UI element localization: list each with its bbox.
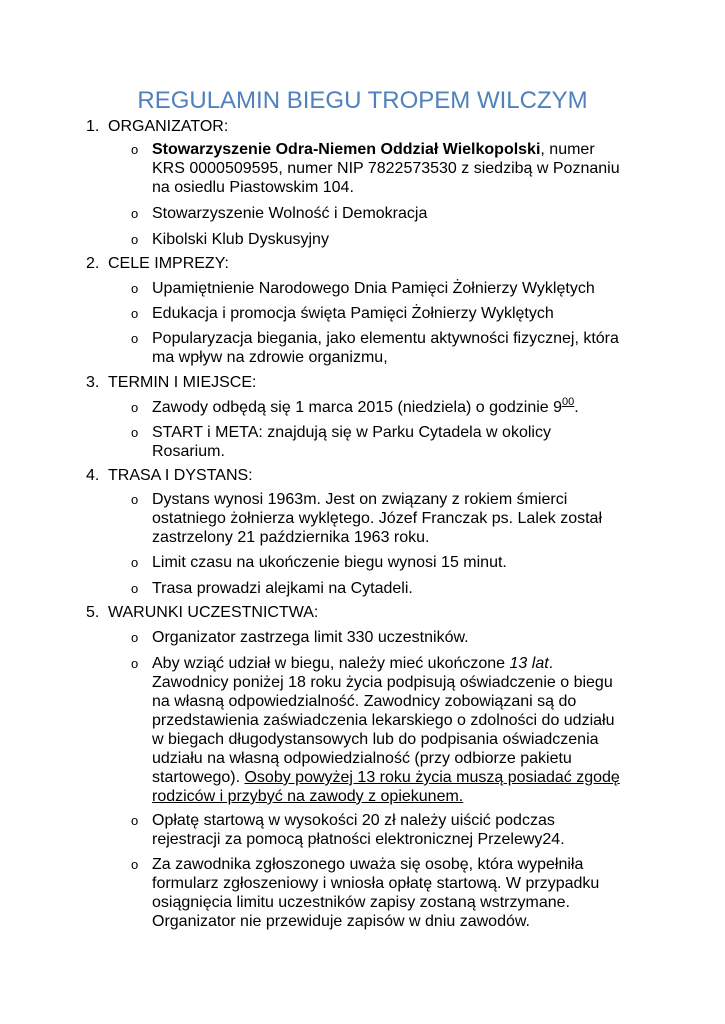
bullet-icon: o [131, 400, 139, 415]
bullet-icon: o [131, 232, 139, 247]
section-heading-route: 4. TRASA I DYSTANS: [86, 467, 253, 484]
bullet-icon: o [131, 281, 139, 296]
bullet-icon: o [131, 425, 139, 440]
bullet-icon: o [131, 306, 139, 321]
bullet-icon: o [131, 331, 139, 346]
bullet-icon: o [131, 142, 139, 157]
bullet-icon: o [131, 492, 139, 507]
bullet-icon: o [131, 630, 139, 645]
document-page: REGULAMIN BIEGU TROPEM WILCZYM 1. ORGANIZATOR: o Stowarzyszenie Odra-Niemen Oddział Wielkopolski, numer KRS 0000509595, numer NIP 7822573530 z siedzibą w Poznaniu na osiedlu Piastowskim 104. o Stowarzyszenie Wolność i Demokracja o Kibolski Klub Dyskusyjny 2. CELE IMPREZY: o Upamiętnienie Narodowego Dnia Pamięci Żołnierzy Wyklętych o Edukacja i promocja święta Pamięci Żołnierzy Wyklętych o Popularyzacja biegania, jako elementu aktywności fizycznej, która ma wpływ na zdrowie organizmu, 3. TERMIN I MIEJSCE: o Zawody odbędą się 1 marca 2015 (niedziela) o godzinie $9^{00}$. o START i META: znajdują się w Parku Cytadela w okolicy Rosarium. 4. TRASA I DYSTANS: o Dystans wynosi 1963m. Jest on związany z rokiem śmierci ostatniego żołnierza wyklętego. Józef Franczak ps. Lalek został zastrzelony 21 października 1963 roku. o Limit czasu na ukończenie biegu wynosi 15 minut. o Trasa prowadzi alejkami na Cytadeli. 5. WARUNKI UCZESTNICTWA: o Organizator zastrzega limit 330 uczestników. o Aby wziąć udział w biegu, należy mieć ukończone 13 lat. Zawodnicy poniżej 18 roku życia podpisują oświadczenie o biegu na własną odpowiedzialność. Zawodnicy zobowiązani są do przedstawienia zaświadczenia lekarskiego o zdolności do udziału w biegach długodystansowych lub do podpisania oświadczenia udziału na własną odpowiedzialność (przy odbiorze pakietu startowego). Osoby powyżej 13 roku życia muszą posiadać zgodę rodziców i przybyć na zawody z opiekunem. o Opłatę startową w wysokości 20 zł należy uiścić podczas rejestracji za pomocą płatności elektronicznej Przelewy24. o Za zawodnika zgłoszonego uważa się osobę, która wypełniła formularz zgłoszeniowy i wniosła opłatę startową. W przypadku osiągnięcia limitu uczestników zapisy zostaną wstrzymane. Organizator nie przewiduje zapisów w dniu zawodów. [0, 0, 725, 1024]
section-heading-goals: 2. CELE IMPREZY: [86, 255, 229, 272]
bullet-icon: o [131, 206, 139, 221]
bullet-icon: o [131, 813, 139, 828]
section-heading-organizer: 1. ORGANIZATOR: [86, 118, 229, 135]
bullet-icon: o [131, 656, 139, 671]
section-heading-conditions: 5. WARUNKI UCZESTNICTWA: [86, 604, 319, 621]
bullet-icon: o [131, 581, 139, 596]
document-title: REGULAMIN BIEGU TROPEM WILCZYM [137, 87, 588, 114]
bullet-icon: o [131, 857, 139, 872]
section-heading-term: 3. TERMIN I MIEJSCE: [86, 374, 257, 391]
bullet-icon: o [131, 555, 139, 570]
